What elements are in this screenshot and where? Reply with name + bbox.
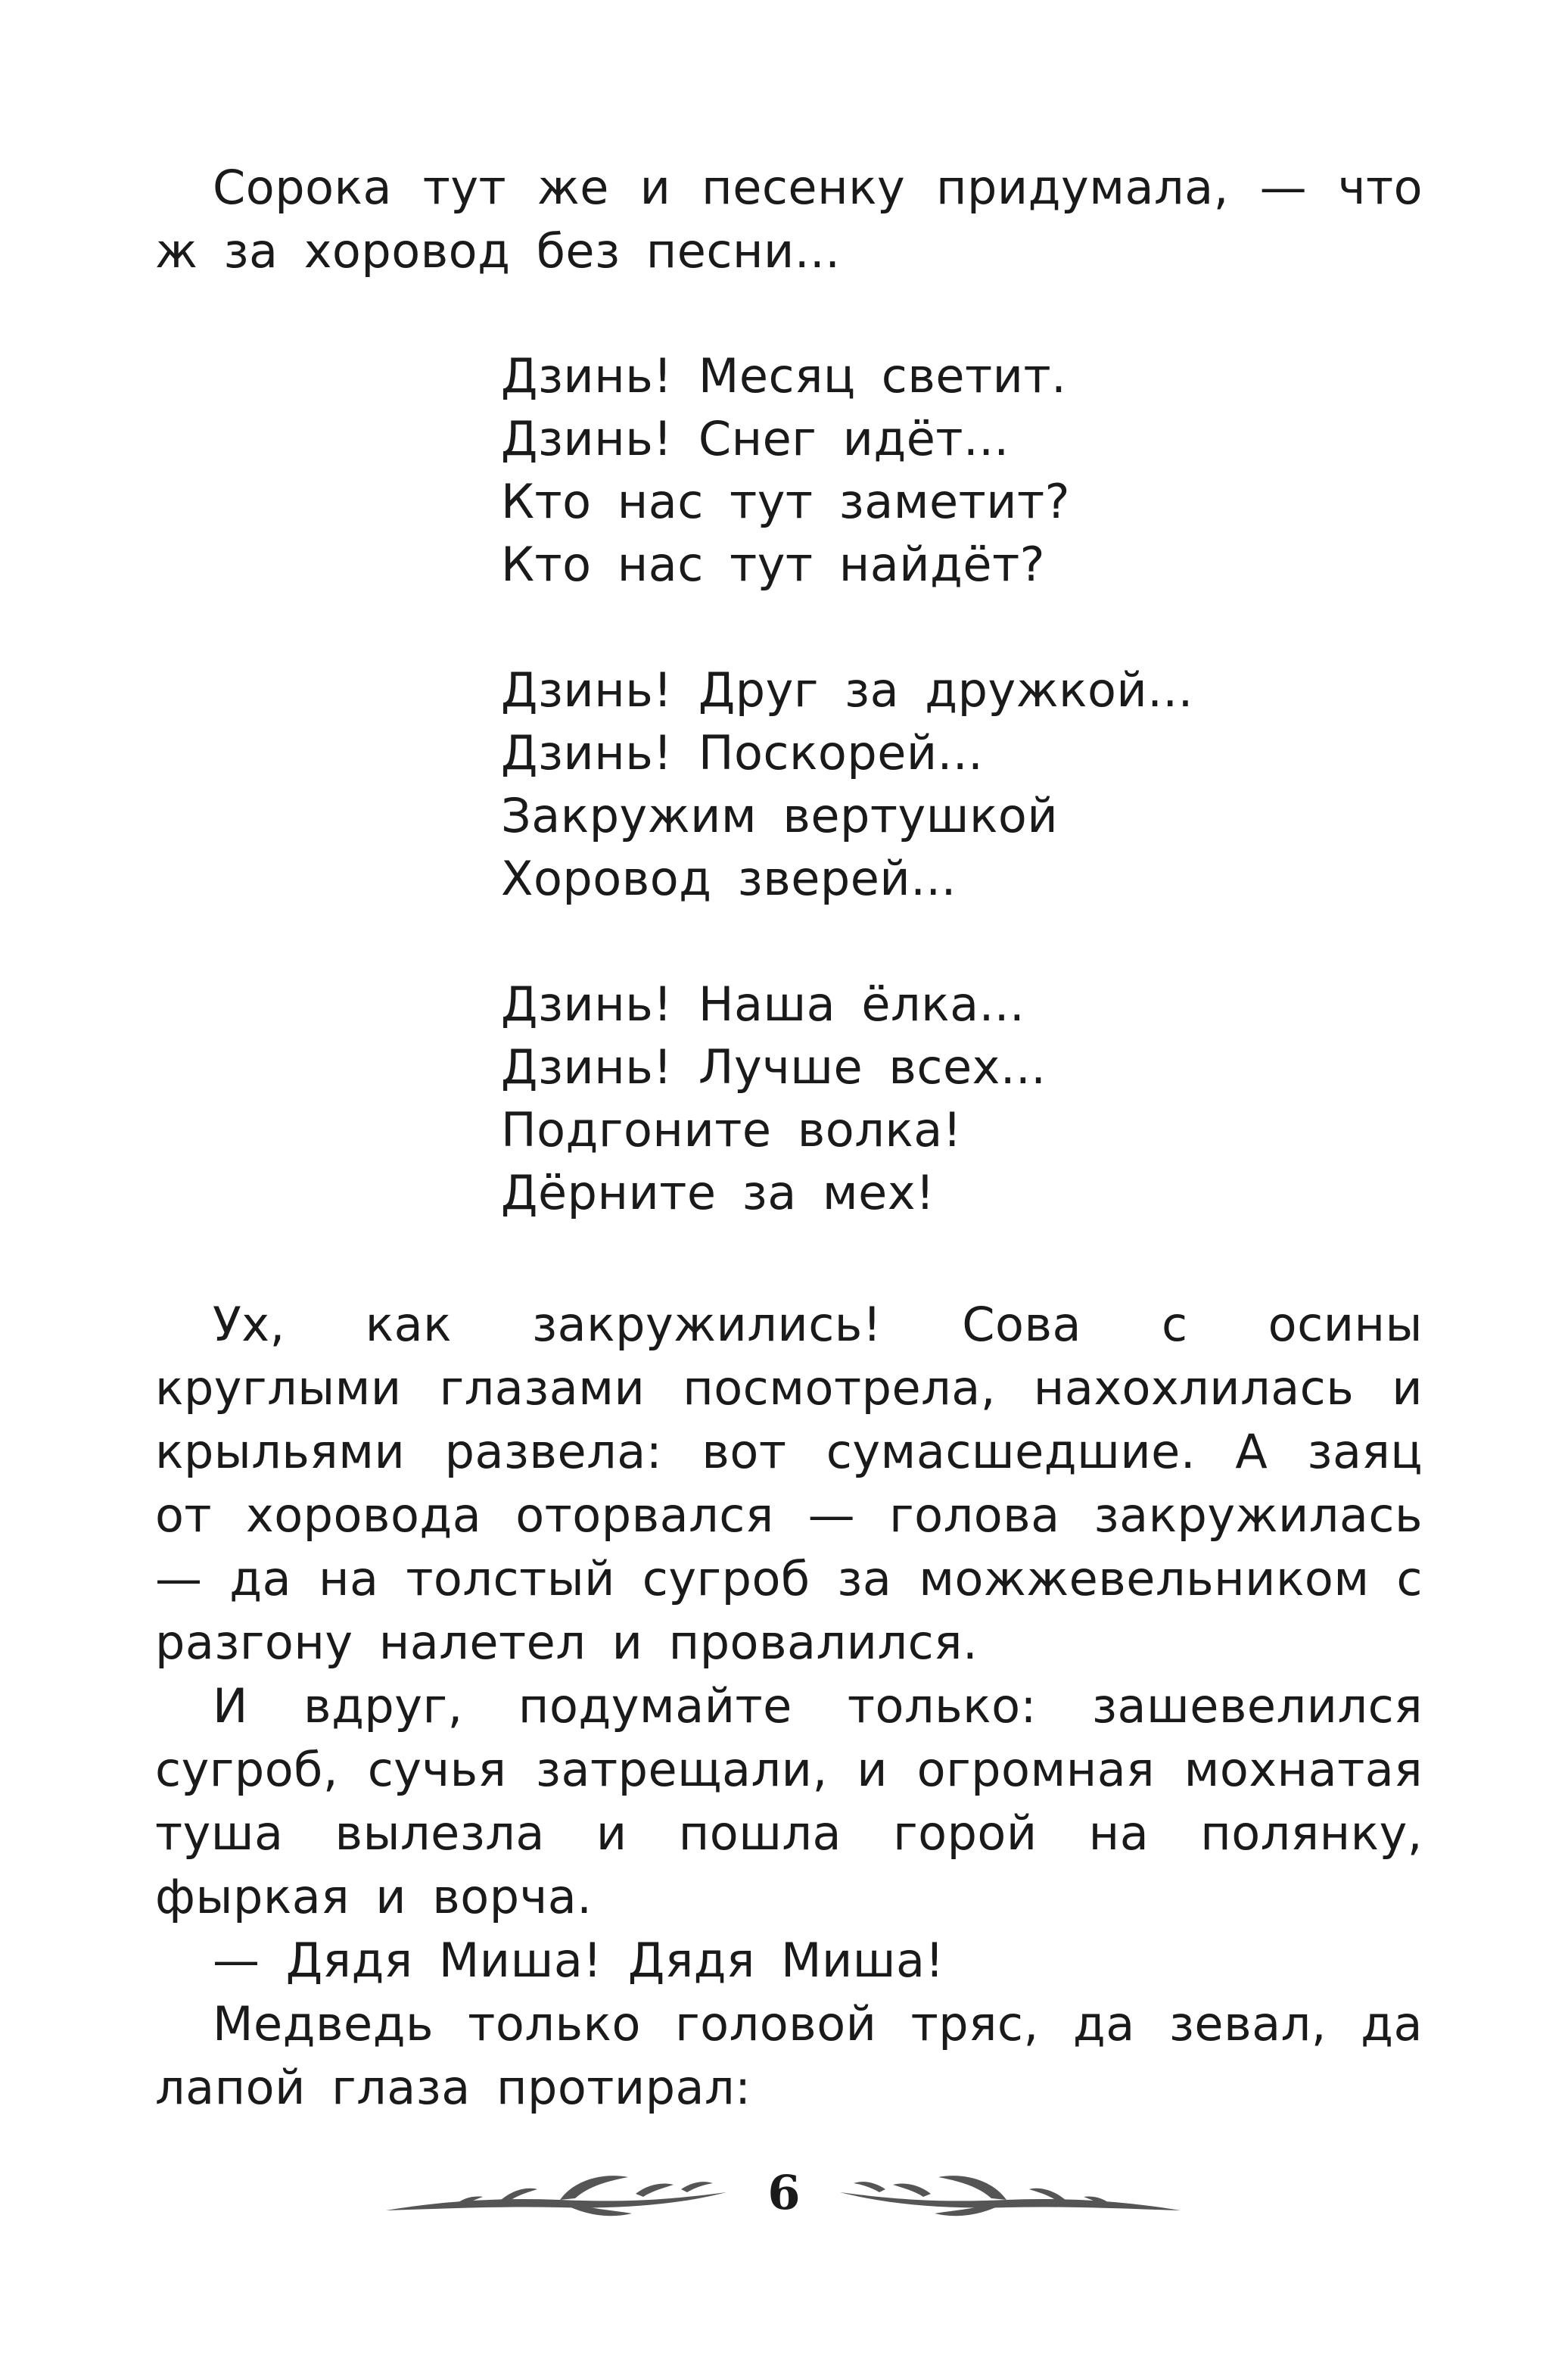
right-flourish-icon — [840, 2171, 1181, 2224]
body-paragraph: И вдруг, подумайте только: зашевелился сугроб, сучья затрещали, и огромная мохнатая туша вылезла и пошла горой на полянку, фыркая и ворча. — [155, 1678, 1423, 1924]
poem-line: Дзинь! Снег идёт... — [501, 411, 1010, 466]
intro-paragraph: Сорока тут же и песенку придумала, — что ж за хоровод без песни... — [155, 160, 1423, 279]
poem-line: Кто нас тут заметит? — [501, 474, 1071, 529]
poem-stanza-3 — [501, 973, 1046, 1224]
body-paragraphs — [155, 1293, 1423, 2120]
intro-paragraph-block — [155, 156, 1423, 283]
poem-line: Дёрните за мех! — [501, 1165, 935, 1220]
poem-stanza-2 — [501, 659, 1193, 910]
poem-line: Подгоните волка! — [501, 1102, 963, 1157]
poem-line: Закружим вертушкой — [501, 788, 1059, 843]
poem-line: Дзинь! Поскорей... — [501, 725, 984, 780]
body-paragraph: Медведь только головой тряс, да зевал, да лапой глаза протирал: — [155, 1996, 1423, 2115]
page-number: 6 — [767, 2165, 801, 2220]
poem-line: Кто нас тут найдёт? — [501, 537, 1046, 592]
poem-line: Дзинь! Друг за дружкой... — [501, 662, 1193, 718]
page-footer — [0, 2157, 1568, 2248]
body-paragraph: Ух, как закружились! Сова с осины круглыми глазами посмотрела, нахохлилась и крыльями развела: вот сумасшедшие. А заяц от хоровода оторвался — голова закружилась — да на толстый сугроб за можжевельником с разгону налетел и провалился. — [155, 1297, 1423, 1670]
body-paragraph: — Дядя Миша! Дядя Миша! — [213, 1933, 944, 1988]
left-flourish-icon — [386, 2171, 726, 2224]
poem-line: Дзинь! Месяц светит. — [501, 348, 1067, 403]
poem-stanza-1 — [501, 344, 1070, 596]
poem-line: Дзинь! Наша ёлка... — [501, 977, 1025, 1032]
poem-line: Дзинь! Лучше всех... — [501, 1039, 1047, 1095]
poem-line: Хоровод зверей... — [501, 851, 957, 906]
